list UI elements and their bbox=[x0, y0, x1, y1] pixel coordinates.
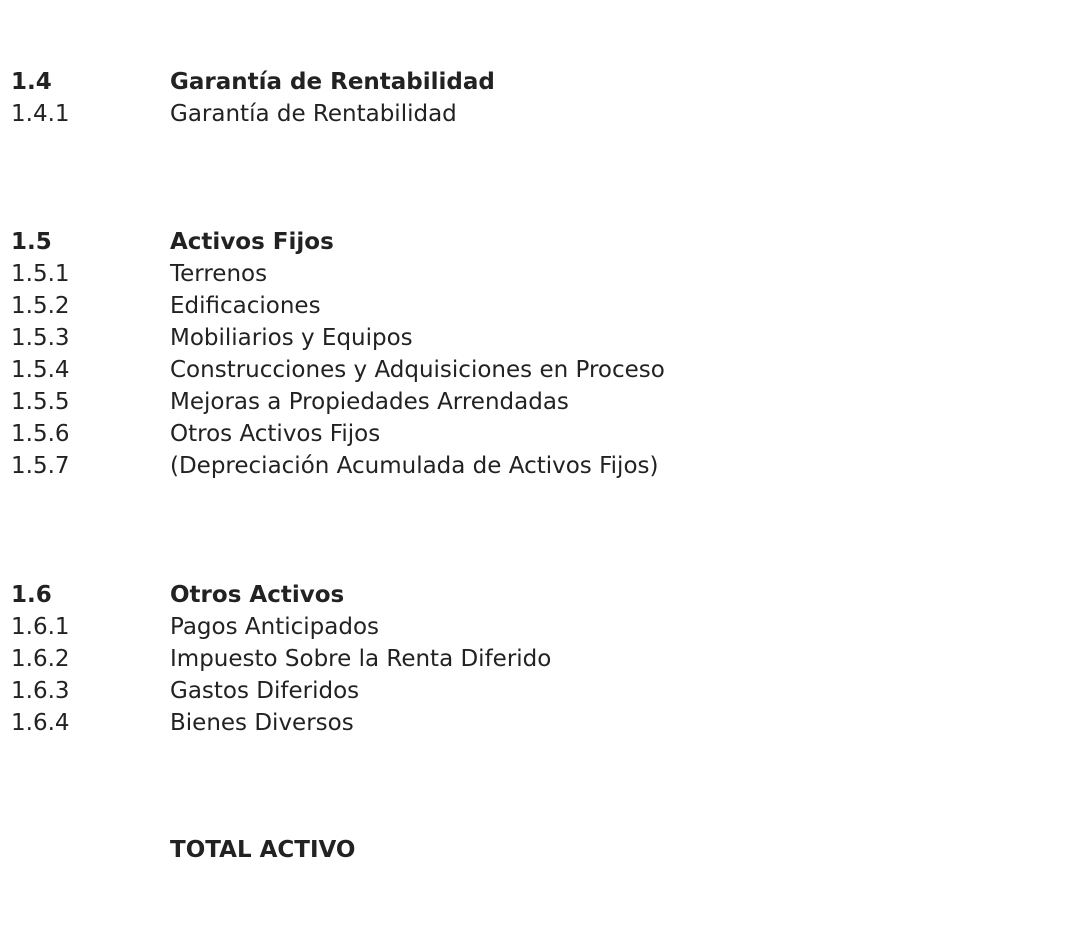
account-row-1-6-2 bbox=[0, 643, 1066, 675]
section-header-1-6 bbox=[0, 579, 1066, 611]
account-row-1-5-7 bbox=[0, 450, 1066, 482]
section-header-1-5 bbox=[0, 226, 1066, 258]
account-label: Bienes Diversos bbox=[170, 710, 354, 736]
account-label: Garantía de Rentabilidad bbox=[170, 101, 457, 127]
account-label: Terrenos bbox=[170, 261, 268, 287]
account-code: 1.4.1 bbox=[11, 101, 70, 127]
account-row-1-5-5 bbox=[0, 386, 1066, 418]
section-header-1-4 bbox=[0, 66, 1066, 98]
account-label: Gastos Diferidos bbox=[170, 678, 360, 704]
account-row-1-6-1 bbox=[0, 611, 1066, 643]
account-label: Edificaciones bbox=[170, 293, 321, 319]
account-row-1-5-4 bbox=[0, 354, 1066, 386]
account-code: 1.5.6 bbox=[11, 421, 70, 447]
account-code: 1.5.3 bbox=[11, 325, 70, 351]
account-code: 1.5.2 bbox=[11, 293, 70, 319]
section-title: Otros Activos bbox=[170, 582, 345, 608]
account-row-1-6-4 bbox=[0, 707, 1066, 739]
account-row-1-5-1 bbox=[0, 258, 1066, 290]
account-code: 1.6.4 bbox=[11, 710, 70, 736]
account-label: Impuesto Sobre la Renta Diferido bbox=[170, 646, 552, 672]
account-code: 1.5.4 bbox=[11, 357, 70, 383]
account-code: 1.6.3 bbox=[11, 678, 70, 704]
account-row-1-6-3 bbox=[0, 675, 1066, 707]
section-title: Garantía de Rentabilidad bbox=[170, 69, 495, 95]
account-code: 1.6.2 bbox=[11, 646, 70, 672]
section-code: 1.5 bbox=[11, 229, 52, 255]
section-code: 1.4 bbox=[11, 69, 52, 95]
account-row-1-5-6 bbox=[0, 418, 1066, 450]
account-row-1-5-3 bbox=[0, 322, 1066, 354]
total-label: TOTAL ACTIVO bbox=[170, 837, 356, 863]
account-row-1-5-2 bbox=[0, 290, 1066, 322]
section-code: 1.6 bbox=[11, 582, 52, 608]
account-row-1-4-1 bbox=[0, 98, 1066, 130]
account-code: 1.5.1 bbox=[11, 261, 70, 287]
account-code: 1.5.5 bbox=[11, 389, 70, 415]
total-row bbox=[0, 834, 1066, 866]
account-label: (Depreciación Acumulada de Activos Fijos) bbox=[170, 453, 659, 479]
section-title: Activos Fijos bbox=[170, 229, 334, 255]
account-code: 1.5.7 bbox=[11, 453, 70, 479]
account-label: Mobiliarios y Equipos bbox=[170, 325, 413, 351]
account-label: Pagos Anticipados bbox=[170, 614, 379, 640]
account-label: Mejoras a Propiedades Arrendadas bbox=[170, 389, 569, 415]
account-code: 1.6.1 bbox=[11, 614, 70, 640]
account-label: Construcciones y Adquisiciones en Proceso bbox=[170, 357, 665, 383]
account-label: Otros Activos Fijos bbox=[170, 421, 381, 447]
